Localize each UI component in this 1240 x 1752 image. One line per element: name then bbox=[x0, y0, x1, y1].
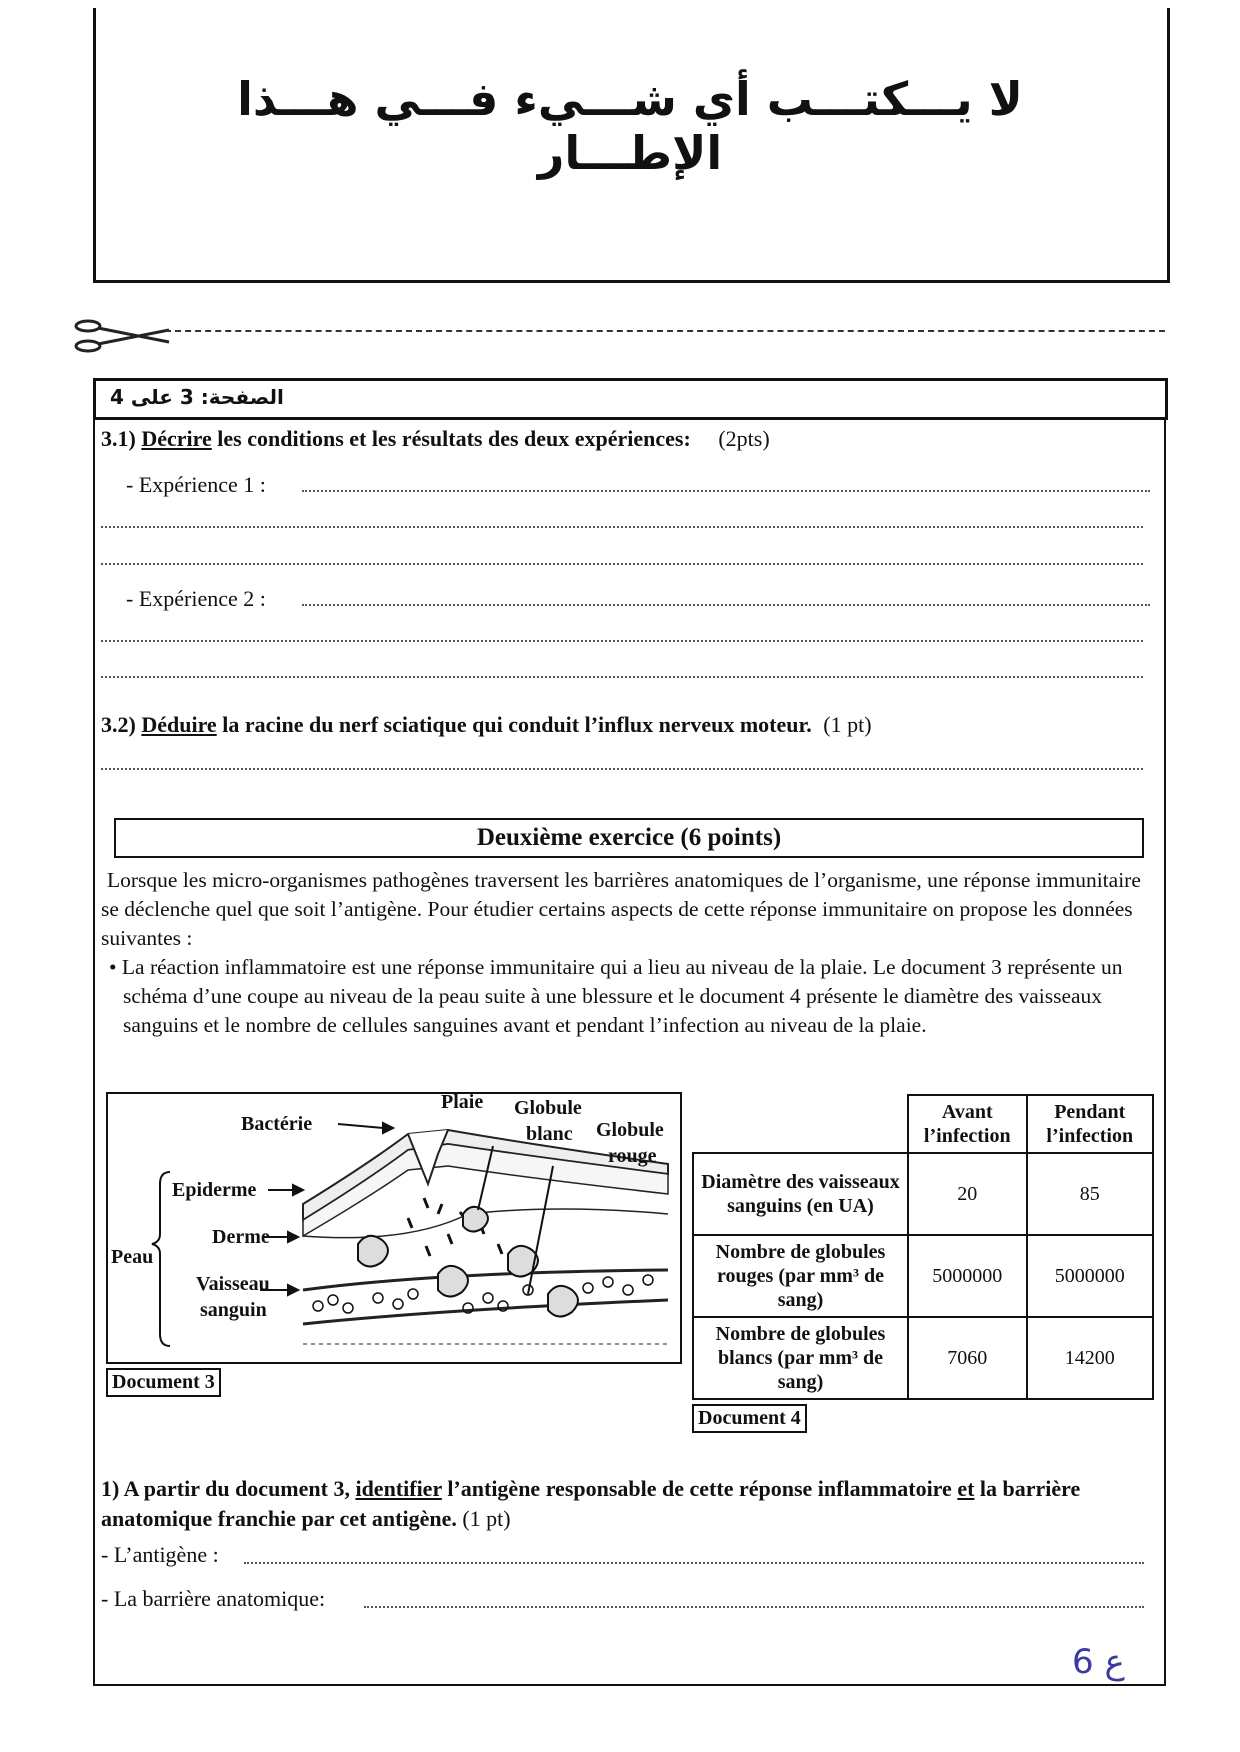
column-header-pendant: Pendant l’infection bbox=[1027, 1095, 1154, 1153]
document-3-caption: Document 3 bbox=[106, 1368, 221, 1397]
label-globule-blanc-1: Globule bbox=[514, 1097, 582, 1119]
do-not-write-notice: لا يـــكتـــب أي شـــيء فـــي هـــذا الإطـــار bbox=[237, 72, 1023, 180]
question-conjunction: et bbox=[957, 1476, 975, 1501]
answer-line[interactable] bbox=[101, 526, 1143, 528]
label-globule-blanc-2: blanc bbox=[526, 1123, 573, 1145]
table-row bbox=[693, 1153, 1153, 1235]
barrier-label: - La barrière anatomique: bbox=[101, 1586, 326, 1611]
label-globule-rouge-1: Globule bbox=[596, 1119, 664, 1141]
cell-avant: 5000000 bbox=[908, 1235, 1027, 1317]
question-verb: identifier bbox=[355, 1476, 442, 1501]
table-corner bbox=[693, 1095, 908, 1153]
document-3-figure bbox=[106, 1092, 682, 1364]
question-verb: Déduire bbox=[141, 712, 217, 737]
column-header-avant: Avant l’infection bbox=[908, 1095, 1027, 1153]
exercise-title-part: Deuxième exercice (6 bbox=[476, 824, 708, 851]
page-number: الصفحة: 3 على 4 bbox=[110, 385, 284, 409]
label-sanguin: sanguin bbox=[200, 1299, 267, 1321]
answer-line[interactable] bbox=[364, 1606, 1144, 1608]
question-text: la racine du nerf sciatique qui conduit l’influx nerveux moteur. bbox=[222, 712, 812, 737]
answer-line[interactable] bbox=[302, 604, 1150, 606]
exercise-title-points: points) bbox=[707, 824, 782, 851]
answer-line[interactable] bbox=[101, 640, 1143, 642]
skin-section-diagram bbox=[108, 1094, 680, 1362]
question-3-2 bbox=[101, 712, 872, 738]
cell-avant: 20 bbox=[908, 1153, 1027, 1235]
document-4-table bbox=[692, 1094, 1154, 1400]
cell-pendant: 85 bbox=[1027, 1153, 1154, 1235]
table-row bbox=[693, 1235, 1153, 1317]
label-vaisseau: Vaisseau bbox=[196, 1273, 270, 1295]
question-text: 1) A partir du document 3, bbox=[101, 1476, 356, 1501]
exercise-intro bbox=[101, 866, 1151, 1040]
question-points: (1 pt) bbox=[823, 712, 872, 737]
question-number: 3.1) bbox=[101, 426, 136, 451]
label-plaie: Plaie bbox=[441, 1091, 484, 1113]
antigen-label: - L’antigène : bbox=[101, 1542, 219, 1567]
label-bacterie: Bactérie bbox=[241, 1113, 313, 1135]
answer-line[interactable] bbox=[302, 490, 1150, 492]
answer-line[interactable] bbox=[244, 1562, 1144, 1564]
cut-line bbox=[165, 330, 1165, 332]
label-derme: Derme bbox=[212, 1226, 270, 1248]
question-number: 3.2) bbox=[101, 712, 136, 737]
page-indicator-bar bbox=[93, 378, 1168, 420]
bullet-text: La réaction inflammatoire est une réponse immunitaire qui a lieu au niveau de la plaie. Le document 3 représente un schéma d’une coupe au niveau de la peau suite à une blessure et le document 4 présente le diamètre des vaisseaux sanguins et le nombre de cellules sanguines avant et pendant l’infection au niveau de la plaie. bbox=[121, 955, 1123, 1037]
question-points: (1 pt) bbox=[462, 1506, 511, 1531]
table-row bbox=[693, 1317, 1153, 1399]
bullet-paragraph: • La réaction inflammatoire est une réponse immunitaire qui a lieu au niveau de la plaie. Le document 3 représente un schéma d’une coupe au niveau de la peau suite à une blessure et le document 4 présente le diamètre des vaisseaux sanguins et le nombre de cellules sanguines avant et pendant l’infection au niveau de la plaie. bbox=[109, 955, 1123, 1037]
answer-line[interactable] bbox=[101, 768, 1143, 770]
question-3-1 bbox=[101, 426, 770, 452]
document-4-caption: Document 4 bbox=[692, 1404, 807, 1433]
question-1 bbox=[101, 1474, 1151, 1534]
label-epiderme: Epiderme bbox=[172, 1179, 257, 1201]
question-text: l’antigène responsable de cette réponse inflammatoire bbox=[441, 1476, 958, 1501]
cell-avant: 7060 bbox=[908, 1317, 1027, 1399]
handwritten-mark: ع 6 bbox=[1072, 1642, 1125, 1682]
label-peau: Peau bbox=[111, 1246, 154, 1268]
row-label: Nombre de globules blancs (par mm³ de sang) bbox=[693, 1317, 908, 1399]
experience-2-label: - Expérience 2 : bbox=[126, 586, 266, 611]
table-header-row bbox=[693, 1095, 1153, 1153]
label-globule-rouge-2: rouge bbox=[608, 1145, 657, 1167]
cell-pendant: 14200 bbox=[1027, 1317, 1154, 1399]
exercise-2-title bbox=[114, 818, 1144, 858]
experience-1-label: - Expérience 1 : bbox=[126, 472, 266, 497]
question-text: les conditions et les résultats des deux expériences: bbox=[217, 426, 691, 451]
answer-line[interactable] bbox=[101, 563, 1143, 565]
question-verb: Décrire bbox=[141, 426, 212, 451]
row-label: Nombre de globules rouges (par mm³ de sang) bbox=[693, 1235, 908, 1317]
question-text: la barrière anatomique franchie par cet antigène. bbox=[101, 1476, 1081, 1531]
row-label: Diamètre des vaisseaux sanguins (en UA) bbox=[693, 1153, 908, 1235]
answer-line[interactable] bbox=[101, 676, 1143, 678]
question-points: (2pts) bbox=[718, 426, 770, 451]
cell-pendant: 5000000 bbox=[1027, 1235, 1154, 1317]
intro-paragraph: Lorsque les micro-organismes pathogènes traversent les barrières anatomiques de l’organisme, une réponse immunitaire se déclenche quel que soit l’antigène. Pour étudier certains aspects de cette réponse immunitaire on propose les données suivantes : bbox=[101, 868, 1141, 950]
scissors-icon bbox=[74, 316, 174, 356]
